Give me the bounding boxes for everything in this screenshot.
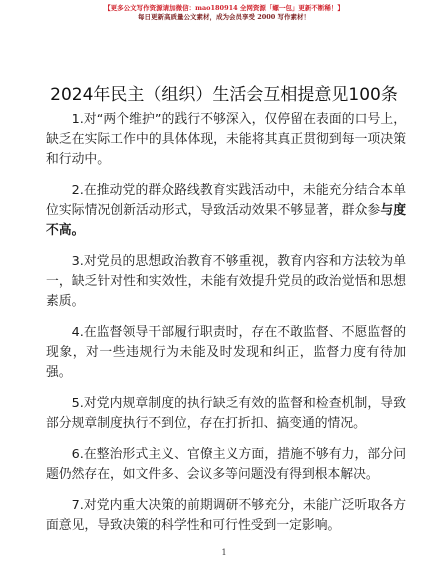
list-item-text: 6.在整治形式主义、官僚主义方面，措施不够有力，部分问题仍然存在，如文件多、会议多等问题没有得到根本解决。 <box>46 447 406 482</box>
list-item-text: 5.对党内规章制度的执行缺乏有效的监督和检查机制，导致部分规章制度执行不到位，存在打折扣、搞变通的情况。 <box>46 396 406 431</box>
document-body <box>46 110 406 547</box>
promo-banner-line-2: 每日更新高质量公文素材，成为会员享受 2000 写作素材！ <box>137 13 311 21</box>
document-title: 2024年民主（组织）生活会互相提意见100条 <box>50 85 398 105</box>
list-item-text: 2.在推动党的群众路线教育实践活动中，未能充分结合本单位实际情况创新活动形式，导致活动效果不够显著，群众参 <box>46 183 406 218</box>
list-item-text: 7.对党内重大决策的前期调研不够充分，未能广泛听取各方面意见，导致决策的科学性和可行性受到一定影响。 <box>46 498 406 533</box>
list-item <box>46 496 406 536</box>
list-item <box>46 110 406 170</box>
list-item <box>46 394 406 434</box>
list-item-text: 1.对“两个维护”的践行不够深入，仅停留在表面的口号上，缺乏在实际工作中的具体体现，未能将其真正贯彻到每一项决策和行动中。 <box>46 112 406 167</box>
list-item <box>46 252 406 312</box>
list-item-text: 3.对党员的思想政治教育不够重视，教育内容和方法较为单一，缺乏针对性和实效性，未能有效提升党员的政治觉悟和思想素质。 <box>46 254 406 309</box>
list-item <box>46 181 406 241</box>
promo-banner <box>0 4 448 22</box>
page-number: 1 <box>221 548 227 557</box>
list-item-bold-text: 与度不高。 <box>46 203 406 238</box>
list-item <box>46 323 406 383</box>
promo-banner-line-1: 【更多公文写作资源请加微信：mao180914 全网资源「螺一包」更新不断稀！】 <box>104 4 344 12</box>
list-item-text: 4.在监督领导干部履行职责时，存在不敢监督、不愿监督的现象，对一些违规行为未能及时发现和纠正，监督力度有待加强。 <box>46 325 406 380</box>
list-item <box>46 445 406 485</box>
